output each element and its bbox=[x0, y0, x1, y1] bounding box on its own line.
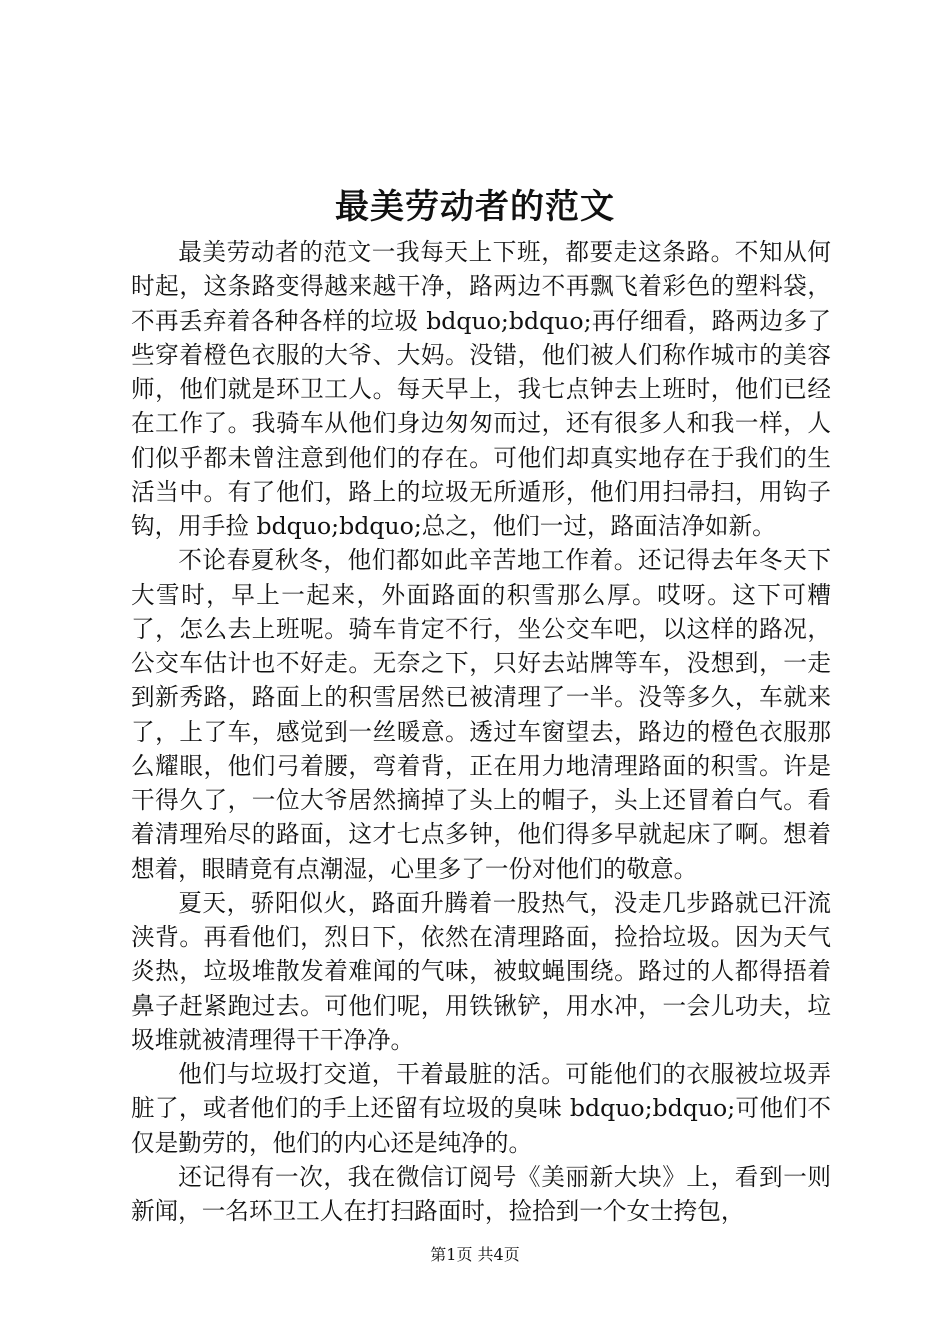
paragraph-5: 还记得有一次，我在微信订阅号《美丽新大块》上，看到一则新闻，一名环卫工人在打扫路面时，捡拾到一个女士挎包， bbox=[131, 1162, 831, 1225]
paragraph-2: 不论春夏秋冬，他们都如此辛苦地工作着。还记得去年冬天下大雪时，早上一起来，外面路面的积雪那么厚。哎呀。这下可糟了，怎么去上班呢。骑车肯定不行，坐公交车吧，以这样的路况，公交车估计也不好走。无奈之下，只好去站牌等车，没想到，一走到新秀路，路面上的积雪居然已被清理了一半。没等多久，车就来了，上了车，感觉到一丝暖意。透过车窗望去，路边的橙色衣服那么耀眼，他们弓着腰，弯着背，正在用力地清理路面的积雪。许是干得久了，一位大爷居然摘掉了头上的帽子，头上还冒着白气。看着清理殆尽的路面，这才七点多钟，他们得多早就起床了啊。想着想着，眼睛竟有点潮湿，心里多了一份对他们的敬意。 bbox=[131, 546, 831, 883]
paragraph-4: 他们与垃圾打交道，干着最脏的活。可能他们的衣服被垃圾弄脏了，或者他们的手上还留有垃圾的臭味 bdquo;bdquo;可他们不仅是勤劳的，他们的内心还是纯净的。 bbox=[131, 1060, 831, 1157]
document-title: 最美劳动者的范文 bbox=[335, 187, 615, 227]
paragraph-1: 最美劳动者的范文一我每天上下班，都要走这条路。不知从何时起，这条路变得越来越干净，路两边不再飘飞着彩色的塑料袋，不再丢弃着各种各样的垃圾 bdquo;bdquo;再仔细看，路两边多了些穿着橙色衣服的大爷、大妈。没错，他们被人们称作城市的美容师，他们就是环卫工人。每天早上，我七点钟去上班时，他们已经在工作了。我骑车从他们身边匆匆而过，还有很多人和我一样，人们似乎都未曾注意到他们的存在。可他们却真实地存在于我们的生活当中。有了他们，路上的垃圾无所遁形，他们用扫帚扫，用钩子钩，用手捡 bdquo;bdquo;总之，他们一过，路面洁净如新。 bbox=[131, 238, 831, 540]
paragraph-3: 夏天，骄阳似火，路面升腾着一股热气，没走几步路就已汗流浃背。再看他们，烈日下，依然在清理路面，捡拾垃圾。因为天气炎热，垃圾堆散发着难闻的气味，被蚊蝇围绕。路过的人都得捂着鼻子赶紧跑过去。可他们呢，用铁锹铲，用水冲，一会儿功夫，垃圾堆就被清理得干干净净。 bbox=[131, 888, 831, 1054]
page-footer: 第1页 共4页 bbox=[430, 1245, 520, 1264]
document-body bbox=[131, 235, 831, 1228]
